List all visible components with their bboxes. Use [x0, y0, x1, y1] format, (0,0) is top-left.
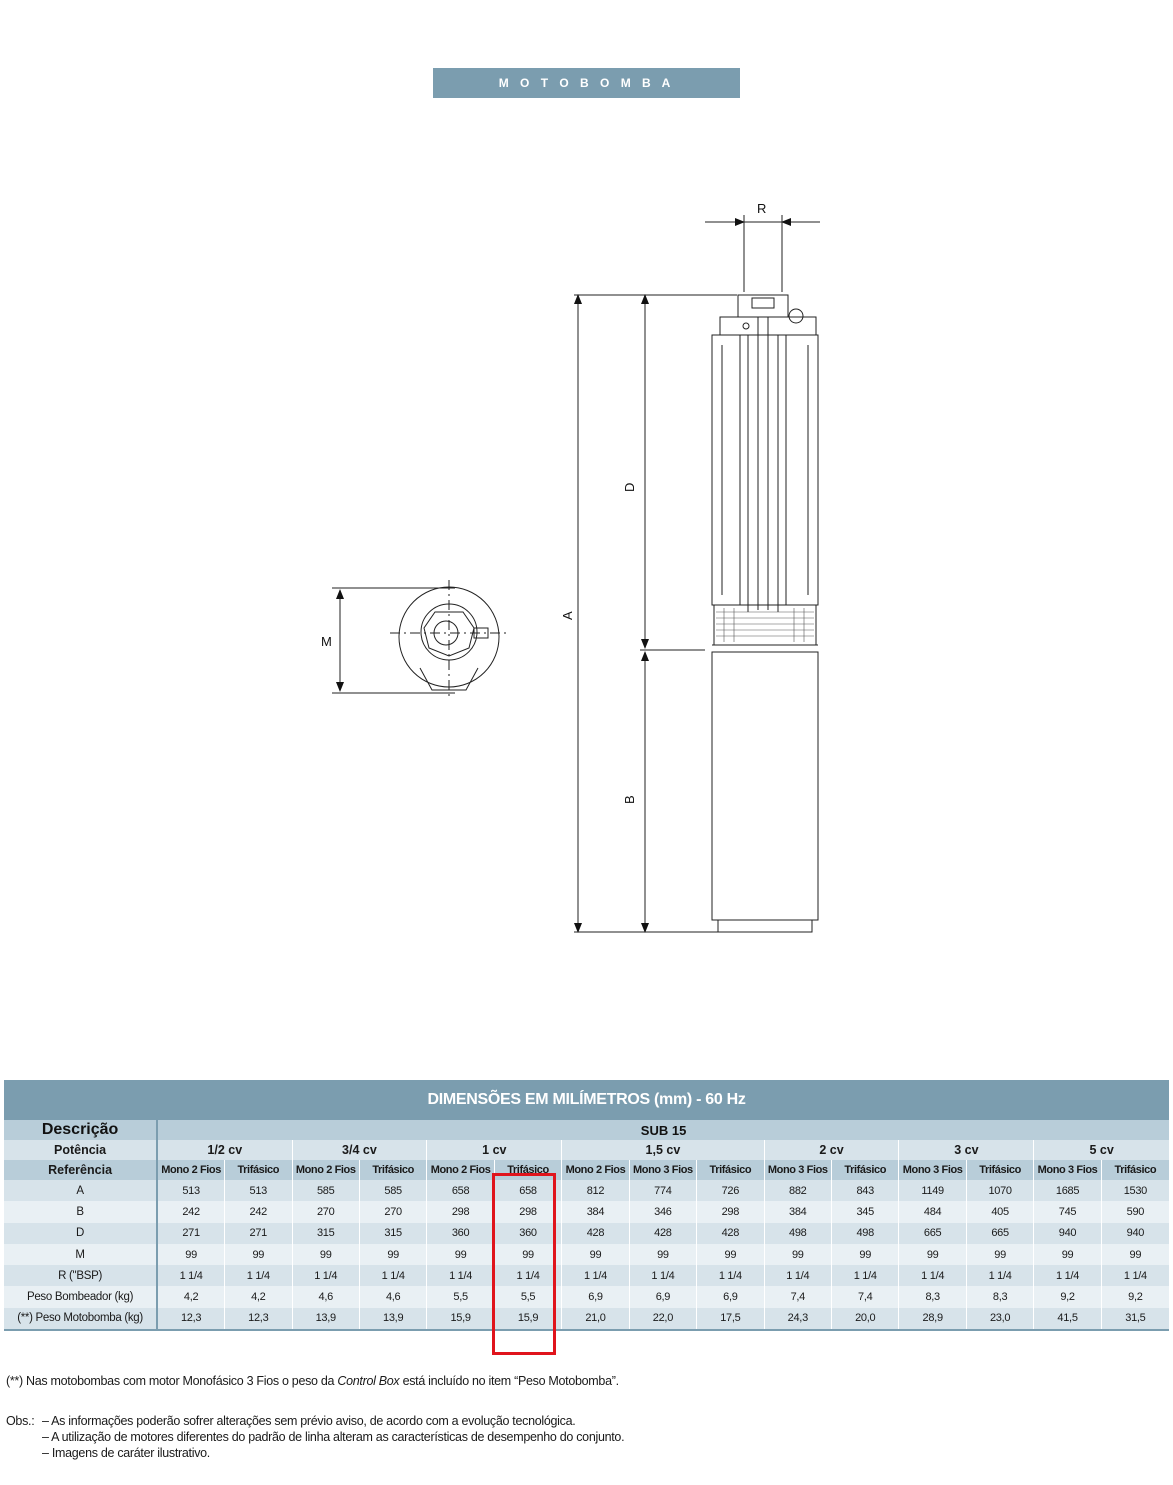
table-cell: 940 [1034, 1223, 1101, 1244]
row-label: D [4, 1223, 157, 1244]
table-row [4, 1308, 1169, 1329]
potencia-group: 3/4 cv [292, 1140, 427, 1160]
referencia-cell: Trifásico [494, 1160, 561, 1180]
table-cell: 1 1/4 [494, 1265, 561, 1286]
table-cell: 99 [359, 1244, 426, 1265]
table-cell: 31,5 [1101, 1308, 1169, 1329]
table-cell: 15,9 [494, 1308, 561, 1329]
referencia-cell: Mono 2 Fios [157, 1160, 224, 1180]
potencia-group: 1/2 cv [157, 1140, 292, 1160]
table-cell: 12,3 [157, 1308, 224, 1329]
obs-list [6, 1413, 624, 1461]
table-cell: 590 [1101, 1201, 1169, 1222]
dimensions-table-container [4, 1080, 1169, 1331]
row-label: R ("BSP) [4, 1265, 157, 1286]
referencia-cell: Mono 3 Fios [764, 1160, 831, 1180]
table-cell: 360 [427, 1223, 494, 1244]
table-cell: 1149 [899, 1180, 966, 1201]
table-row [4, 1265, 1169, 1286]
table-cell: 99 [427, 1244, 494, 1265]
table-cell: 405 [966, 1201, 1033, 1222]
table-cell: 8,3 [966, 1286, 1033, 1307]
table-cell: 1 1/4 [1101, 1265, 1169, 1286]
dim-d-label: D [622, 482, 637, 492]
table-cell: 24,3 [764, 1308, 831, 1329]
table-cell: 1 1/4 [966, 1265, 1033, 1286]
table-cell: 99 [494, 1244, 561, 1265]
dimensions-table [4, 1080, 1169, 1329]
dim-a-label: A [560, 611, 575, 620]
table-cell: 4,2 [225, 1286, 292, 1307]
table-cell: 384 [562, 1201, 629, 1222]
table-cell: 99 [832, 1244, 899, 1265]
table-cell: 4,2 [157, 1286, 224, 1307]
table-cell: 513 [157, 1180, 224, 1201]
potencia-group: 2 cv [764, 1140, 899, 1160]
table-cell: 1 1/4 [832, 1265, 899, 1286]
table-cell: 99 [764, 1244, 831, 1265]
table-cell: 99 [157, 1244, 224, 1265]
table-cell: 1 1/4 [562, 1265, 629, 1286]
table-cell: 99 [629, 1244, 696, 1265]
table-cell: 940 [1101, 1223, 1169, 1244]
table-cell: 5,5 [427, 1286, 494, 1307]
referencia-cell: Trifásico [1101, 1160, 1169, 1180]
referencia-cell: Trifásico [359, 1160, 426, 1180]
referencia-header: Referência [4, 1160, 157, 1180]
table-cell: 6,9 [562, 1286, 629, 1307]
table-cell: 428 [562, 1223, 629, 1244]
referencia-cell: Mono 2 Fios [562, 1160, 629, 1180]
footnote-text-start: (**) Nas motobombas com motor Monofásico 3 Fios o peso da [6, 1374, 338, 1388]
row-label: Peso Bombeador (kg) [4, 1286, 157, 1307]
obs-label: Obs.: [6, 1414, 35, 1428]
table-cell: 428 [629, 1223, 696, 1244]
table-bottom-rule [4, 1329, 1169, 1331]
table-cell: 1685 [1034, 1180, 1101, 1201]
referencia-cell: Trifásico [697, 1160, 764, 1180]
table-cell: 315 [292, 1223, 359, 1244]
referencia-cell: Mono 2 Fios [427, 1160, 494, 1180]
table-cell: 7,4 [764, 1286, 831, 1307]
table-cell: 7,4 [832, 1286, 899, 1307]
row-label: (**) Peso Motobomba (kg) [4, 1308, 157, 1329]
observations [6, 1413, 624, 1461]
table-cell: 298 [494, 1201, 561, 1222]
table-cell: 271 [225, 1223, 292, 1244]
table-title: DIMENSÕES EM MILÍMETROS (mm) - 60 Hz [4, 1080, 1169, 1120]
table-cell: 1530 [1101, 1180, 1169, 1201]
table-cell: 22,0 [629, 1308, 696, 1329]
table-cell: 1 1/4 [1034, 1265, 1101, 1286]
table-cell: 99 [225, 1244, 292, 1265]
table-cell: 28,9 [899, 1308, 966, 1329]
table-cell: 774 [629, 1180, 696, 1201]
referencia-cell: Mono 3 Fios [1034, 1160, 1101, 1180]
table-cell: 15,9 [427, 1308, 494, 1329]
table-cell: 9,2 [1101, 1286, 1169, 1307]
obs-item: – As informações poderão sofrer alterações sem prévio aviso, de acordo com a evolução tecnológica. [42, 1414, 576, 1428]
potencia-group: 3 cv [899, 1140, 1034, 1160]
table-cell: 9,2 [1034, 1286, 1101, 1307]
table-cell: 665 [899, 1223, 966, 1244]
table-cell: 384 [764, 1201, 831, 1222]
section-banner: M O T O B O M B A [433, 68, 740, 98]
referencia-cell: Trifásico [832, 1160, 899, 1180]
table-row [4, 1223, 1169, 1244]
table-cell: 1 1/4 [359, 1265, 426, 1286]
table-cell: 13,9 [359, 1308, 426, 1329]
table-cell: 21,0 [562, 1308, 629, 1329]
obs-item: – A utilização de motores diferentes do padrão de linha alteram as características de desempenho do conjunto. [42, 1430, 625, 1444]
dim-b-label: B [622, 795, 637, 804]
table-cell: 99 [1101, 1244, 1169, 1265]
referencia-cell: Trifásico [966, 1160, 1033, 1180]
table-cell: 8,3 [899, 1286, 966, 1307]
table-cell: 498 [832, 1223, 899, 1244]
table-cell: 658 [427, 1180, 494, 1201]
table-cell: 484 [899, 1201, 966, 1222]
table-cell: 658 [494, 1180, 561, 1201]
referencia-cell: Trifásico [225, 1160, 292, 1180]
table-cell: 1 1/4 [629, 1265, 696, 1286]
table-cell: 1 1/4 [225, 1265, 292, 1286]
table-row [4, 1201, 1169, 1222]
table-cell: 99 [899, 1244, 966, 1265]
row-label: A [4, 1180, 157, 1201]
potencia-group: 5 cv [1034, 1140, 1169, 1160]
obs-item: – Imagens de caráter ilustrativo. [42, 1446, 210, 1460]
table-cell: 99 [562, 1244, 629, 1265]
table-cell: 513 [225, 1180, 292, 1201]
table-cell: 41,5 [1034, 1308, 1101, 1329]
table-cell: 4,6 [292, 1286, 359, 1307]
table-cell: 23,0 [966, 1308, 1033, 1329]
table-cell: 6,9 [697, 1286, 764, 1307]
table-cell: 298 [427, 1201, 494, 1222]
dim-r-label: R [757, 201, 767, 216]
referencia-cell: Mono 3 Fios [899, 1160, 966, 1180]
table-cell: 242 [157, 1201, 224, 1222]
table-cell: 882 [764, 1180, 831, 1201]
table-cell: 1 1/4 [427, 1265, 494, 1286]
table-cell: 242 [225, 1201, 292, 1222]
table-cell: 4,6 [359, 1286, 426, 1307]
table-cell: 271 [157, 1223, 224, 1244]
table-cell: 298 [697, 1201, 764, 1222]
referencia-cell: Mono 2 Fios [292, 1160, 359, 1180]
table-cell: 99 [966, 1244, 1033, 1265]
table-cell: 585 [359, 1180, 426, 1201]
table-cell: 346 [629, 1201, 696, 1222]
table-cell: 315 [359, 1223, 426, 1244]
table-cell: 498 [764, 1223, 831, 1244]
table-cell: 843 [832, 1180, 899, 1201]
table-row [4, 1244, 1169, 1265]
table-cell: 99 [292, 1244, 359, 1265]
table-cell: 745 [1034, 1201, 1101, 1222]
table-cell: 1 1/4 [764, 1265, 831, 1286]
table-cell: 585 [292, 1180, 359, 1201]
table-cell: 270 [359, 1201, 426, 1222]
table-cell: 345 [832, 1201, 899, 1222]
table-cell: 5,5 [494, 1286, 561, 1307]
footnote [6, 1374, 619, 1388]
descricao-header: Descrição [4, 1120, 157, 1140]
row-label: B [4, 1201, 157, 1222]
table-row [4, 1286, 1169, 1307]
potencia-header: Potência [4, 1140, 157, 1160]
table-cell: 428 [697, 1223, 764, 1244]
table-cell: 665 [966, 1223, 1033, 1244]
table-cell: 270 [292, 1201, 359, 1222]
table-cell: 20,0 [832, 1308, 899, 1329]
table-cell: 1 1/4 [157, 1265, 224, 1286]
table-row [4, 1180, 1169, 1201]
footnote-italic: Control Box [337, 1374, 400, 1388]
table-cell: 1 1/4 [899, 1265, 966, 1286]
potencia-group: 1 cv [427, 1140, 562, 1160]
table-cell: 99 [1034, 1244, 1101, 1265]
dim-m-label: M [321, 634, 332, 649]
table-cell: 12,3 [225, 1308, 292, 1329]
table-cell: 6,9 [629, 1286, 696, 1307]
table-cell: 17,5 [697, 1308, 764, 1329]
table-cell: 13,9 [292, 1308, 359, 1329]
referencia-cell: Mono 3 Fios [629, 1160, 696, 1180]
table-cell: 726 [697, 1180, 764, 1201]
table-cell: 1070 [966, 1180, 1033, 1201]
table-cell: 1 1/4 [697, 1265, 764, 1286]
table-cell: 360 [494, 1223, 561, 1244]
model-header: SUB 15 [157, 1120, 1169, 1140]
potencia-group: 1,5 cv [562, 1140, 764, 1160]
row-label: M [4, 1244, 157, 1265]
table-cell: 812 [562, 1180, 629, 1201]
table-cell: 99 [697, 1244, 764, 1265]
footnote-text-end: está incluído no item “Peso Motobomba”. [399, 1374, 619, 1388]
table-cell: 1 1/4 [292, 1265, 359, 1286]
